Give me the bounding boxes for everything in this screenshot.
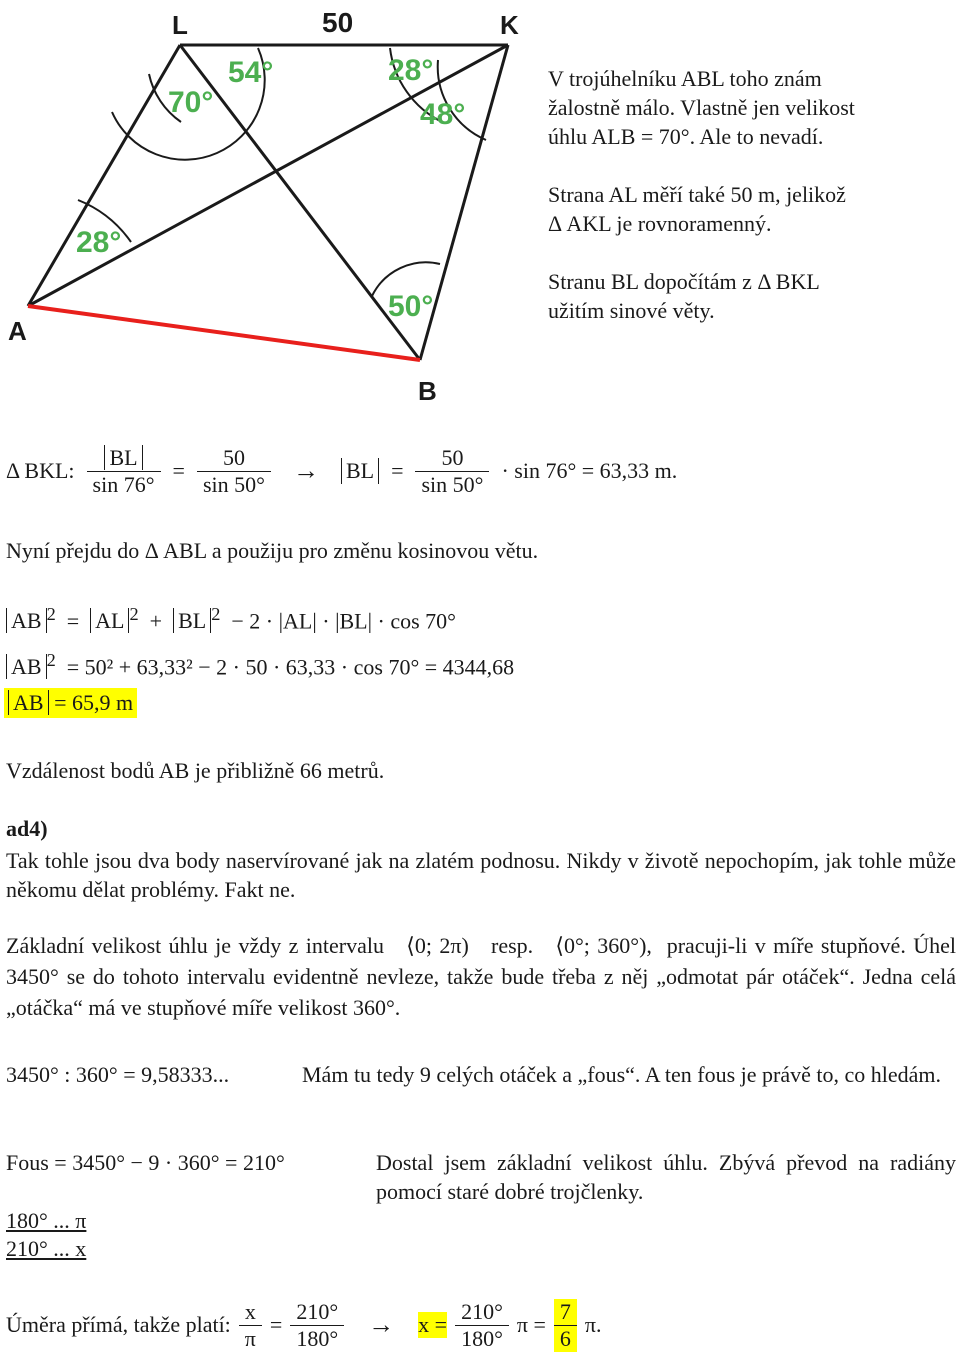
fraction-numerator: 50 bbox=[441, 444, 464, 470]
equals-sign: = bbox=[269, 1312, 283, 1337]
vertex-label-L: L bbox=[172, 10, 188, 40]
interval-degrees: ⟨0°; 360°), bbox=[555, 933, 652, 958]
fraction-numerator: 210° bbox=[296, 1298, 339, 1324]
fous-explanation: Dostal jsem základní velikost úhlu. Zbývá převod na radiány pomocí staré dobré trojčlenky. bbox=[376, 1150, 956, 1204]
angle-label-L-70: 70° bbox=[168, 86, 214, 119]
note-line: Strana AL měří také 50 m, jelikož bbox=[548, 182, 846, 207]
fraction-numerator: BL bbox=[104, 445, 142, 470]
interval-radians: ⟨0; 2π) bbox=[406, 933, 469, 958]
cosine-rule-line1: AB $^2$ = AL $^2$ + BL $^2$ − 2 · |AL| · |BL| · cos 70° bbox=[6, 604, 456, 634]
ab-abs: AB bbox=[6, 654, 47, 679]
proportion-line-1: 180° ... π bbox=[6, 1208, 87, 1233]
cosine-rule-line2: AB $^2$ = 50² + 63,33² − 2 · 50 · 63,33 · cos 70° = 4344,68 bbox=[6, 650, 514, 680]
ad4-p2-text-c: pracuji-li v míře stupňové. Úhel 3450° se do tohoto intervalu evidentně nevleze, takže bude třeba z něj „odmotat pár otáček“. Jedna celá „otáčka“ má ve stupňové míře velikost 360°. bbox=[6, 933, 956, 1020]
fraction-numerator: 50 bbox=[222, 444, 245, 470]
ad4-p2-text-a: Základní velikost úhlu je vždy z intervalu bbox=[6, 933, 385, 958]
fraction-210-180 bbox=[290, 1299, 344, 1352]
fraction-denominator: 180° bbox=[290, 1325, 344, 1352]
equals-sign: = bbox=[172, 458, 185, 483]
angle-label-L-54: 54° bbox=[228, 56, 274, 89]
fraction-numerator: x bbox=[244, 1298, 256, 1324]
vertex-label-B: B bbox=[418, 376, 437, 406]
proportion-line-2: 210° ... x bbox=[6, 1236, 87, 1261]
fraction-denominator: sin 50° bbox=[415, 471, 489, 498]
geometry-diagram bbox=[0, 0, 530, 420]
final-equation bbox=[6, 1290, 602, 1360]
bl-abs: BL bbox=[173, 608, 211, 633]
ad4-heading: ad4) bbox=[6, 816, 48, 841]
ad4-paragraph-1: Tak tohle jsou dva body naservírované jak na zlatém podnosu. Nikdy v životě nepochopím, jak tohle může někomu dělat problémy. Fakt ne. bbox=[6, 848, 956, 902]
side-AB-highlighted bbox=[28, 306, 420, 360]
al-abs: AL bbox=[90, 608, 129, 633]
note-line: Stranu BL dopočítám z Δ BKL bbox=[548, 269, 820, 294]
division-explanation: Mám tu tedy 9 celých otáček a „fous“. A ten fous je právě to, co hledám. bbox=[302, 1062, 942, 1087]
arrow-icon: → bbox=[292, 456, 319, 485]
division-expression: 3450° : 360° = 9,58333... bbox=[6, 1062, 230, 1087]
fraction-denominator: π bbox=[239, 1325, 262, 1352]
fraction-denominator: 6 bbox=[554, 1325, 577, 1352]
pi-equals: π = bbox=[516, 1312, 546, 1337]
ad4-p2-text-b: resp. bbox=[491, 933, 534, 958]
fraction-denominator: sin 76° bbox=[87, 471, 161, 498]
vertex-label-K: K bbox=[500, 10, 519, 40]
fraction-x-pi bbox=[239, 1299, 262, 1352]
angle-label-K-28: 28° bbox=[388, 54, 434, 87]
angle-label-K-48: 48° bbox=[420, 98, 466, 131]
note-line: užitím sinové věty. bbox=[548, 298, 715, 323]
angle-label-A-28: 28° bbox=[76, 226, 122, 259]
vertex-label-A: A bbox=[8, 316, 27, 346]
note-line: Δ AKL je rovnoramenný. bbox=[548, 211, 772, 236]
arrow-icon: → bbox=[368, 1310, 395, 1339]
result-highlight bbox=[4, 688, 137, 718]
ab-abs: AB bbox=[6, 608, 47, 633]
ad4-paragraph-2 bbox=[6, 930, 956, 1023]
result-value: = 65,9 m bbox=[54, 690, 134, 715]
side-label-50: 50 bbox=[322, 7, 354, 38]
angle-label-B-50: 50° bbox=[388, 290, 434, 323]
fraction-50-sin50-b bbox=[415, 445, 489, 498]
cosine-numeric: = 50² + 63,33² − 2 · 50 · 63,33 · cos 70° = 4344,68 bbox=[66, 654, 515, 680]
cosine-tail: − 2 · |AL| · |BL| · cos 70° bbox=[231, 608, 456, 634]
fous-expression: Fous = 3450° − 9 · 360° = 210° bbox=[6, 1150, 285, 1175]
note-line: V trojúhelníku ABL toho znám bbox=[548, 66, 822, 91]
bl-abs: BL bbox=[341, 458, 379, 484]
fraction-numerator: 210° bbox=[461, 1298, 503, 1324]
ab-abs: AB bbox=[8, 690, 49, 715]
distance-text: Vzdálenost bodů AB je přibližně 66 metrů. bbox=[6, 758, 385, 783]
x-equals-highlight: x = bbox=[418, 1312, 448, 1337]
side-LA bbox=[28, 45, 180, 306]
fraction-denominator: sin 50° bbox=[197, 471, 271, 498]
sine-rule-equation bbox=[6, 436, 677, 506]
fraction-bl-sin76 bbox=[87, 445, 161, 498]
note-line: úhlu ALB = 70°. Ale to nevadí. bbox=[548, 124, 824, 149]
final-end: π. bbox=[584, 1312, 602, 1337]
fraction-50-sin50 bbox=[197, 445, 271, 498]
final-prefix: Úměra přímá, takže platí: bbox=[6, 1312, 231, 1337]
side-note bbox=[548, 64, 855, 325]
sine-prefix: Δ BKL: bbox=[6, 458, 75, 483]
fraction-numerator: 7 bbox=[559, 1298, 571, 1324]
triangle-lines bbox=[28, 45, 508, 360]
fraction-210-180-b bbox=[455, 1299, 509, 1352]
sine-tail: · sin 76° = 63,33 m. bbox=[501, 458, 678, 483]
cosine-intro-text: Nyní přejdu do Δ ABL a použiju pro změnu kosinovou větu. bbox=[6, 538, 539, 563]
fraction-denominator: 180° bbox=[455, 1325, 509, 1352]
note-line: žalostně málo. Vlastně jen velikost bbox=[548, 95, 855, 120]
equals-sign: = bbox=[391, 458, 404, 483]
fraction-7-6 bbox=[554, 1299, 577, 1352]
